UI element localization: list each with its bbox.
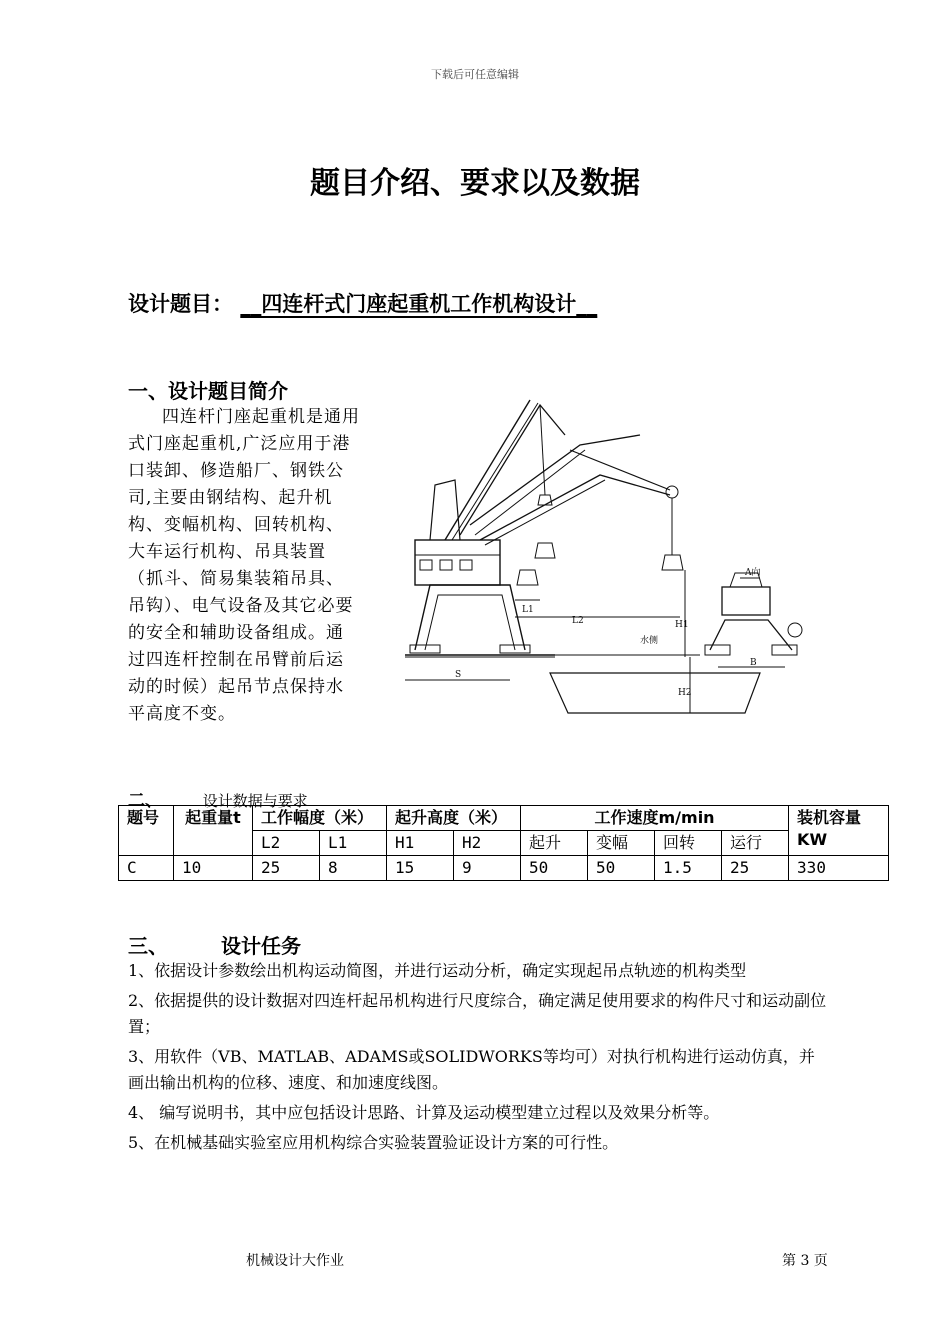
sub-header-l2: L2 [253,831,320,856]
section1-text: 四连杆门座起重机是通用式门座起重机,广泛应用于港口装卸、修造船厂、钢铁公司,主要由钢结构、起升机构、变幅机构、回转机构、大车运行机构、吊具装置（抓斗、简易集装箱吊具、吊钩）、电气设备及其它必要的安全和辅助设备组成。通过四连杆控制在吊臂前后运动的时候）起吊节点保持水平高度不变。 [128,407,360,724]
cell-no: C [119,856,174,881]
task-item: 4、 编写说明书，其中应包括设计思路、计算及运动模型建立过程以及效果分析等。 [128,1103,720,1122]
header-note: 下载后可任意编辑 [431,68,519,81]
water-label: 水侧 [640,636,659,646]
task-item: 5、在机械基础实验室应用机构综合实验装置验证设计方案的可行性。 [128,1133,619,1152]
l1-label: L1 [522,605,534,615]
l2-label: L2 [572,616,584,626]
sub-header-travel: 运行 [722,831,789,856]
header-height: 起升高度（米） [387,806,521,831]
cell-slewing: 1.5 [655,856,722,881]
h2-label: H2 [678,688,692,698]
b-label: B [750,658,757,668]
header-reach: 工作幅度（米） [253,806,387,831]
section2-number: 二、 [128,791,162,811]
sub-header-h2: H2 [454,831,521,856]
cell-l1: 8 [320,856,387,881]
footer-page-number: 第 3 页 [782,1253,828,1269]
cell-power: 330 [789,856,889,881]
table-row [119,856,889,881]
cell-h1: 15 [387,856,454,881]
section2-title: 设计数据与要求 [202,792,308,810]
topic-label: 设计题目： [128,292,233,316]
h1-label: H1 [675,620,689,630]
task-item: 1、依据设计参数绘出机构运动简图，并进行运动分析，确定实现起吊点轨迹的机构类型 [128,961,747,980]
task-item: 2、依据提供的设计数据对四连杆起吊机构进行尺度综合，确定满足使用要求的构件尺寸和运动副位置； [128,991,827,1036]
section3-title: 设计任务 [220,934,301,958]
header-load: 起重量t [174,806,253,856]
section3-heading [128,930,301,959]
s-label: S [455,670,462,680]
header-power: 装机容量KW [789,806,889,856]
crane-diagram [400,395,830,720]
cell-l2: 25 [253,856,320,881]
topic-value: __四连杆式门座起重机工作机构设计__ [240,292,598,316]
header-no: 题号 [119,806,174,856]
design-topic [128,288,597,318]
section3-number: 三、 [128,934,168,958]
footer-course: 机械设计大作业 [246,1253,344,1269]
a-view-label: A向 [745,568,761,578]
header-speed: 工作速度m/min [521,806,789,831]
sub-header-l1: L1 [320,831,387,856]
task-list [128,958,828,1160]
section1-heading: 一、设计题目简介 [128,379,288,403]
sub-header-h1: H1 [387,831,454,856]
cell-h2: 9 [454,856,521,881]
page-title: 题目介绍、要求以及数据 [310,166,640,201]
design-data-table [118,805,889,881]
sub-header-luffing: 变幅 [588,831,655,856]
sub-header-hoist: 起升 [521,831,588,856]
cell-load: 10 [174,856,253,881]
task-item: 3、用软件（VB、MATLAB、ADAMS或SOLIDWORKS等均可）对执行机构进行运动仿真，并画出输出机构的位移、速度、和加速度线图。 [128,1047,815,1092]
cell-luffing: 50 [588,856,655,881]
cell-hoist: 50 [521,856,588,881]
cell-travel: 25 [722,856,789,881]
sub-header-slewing: 回转 [655,831,722,856]
